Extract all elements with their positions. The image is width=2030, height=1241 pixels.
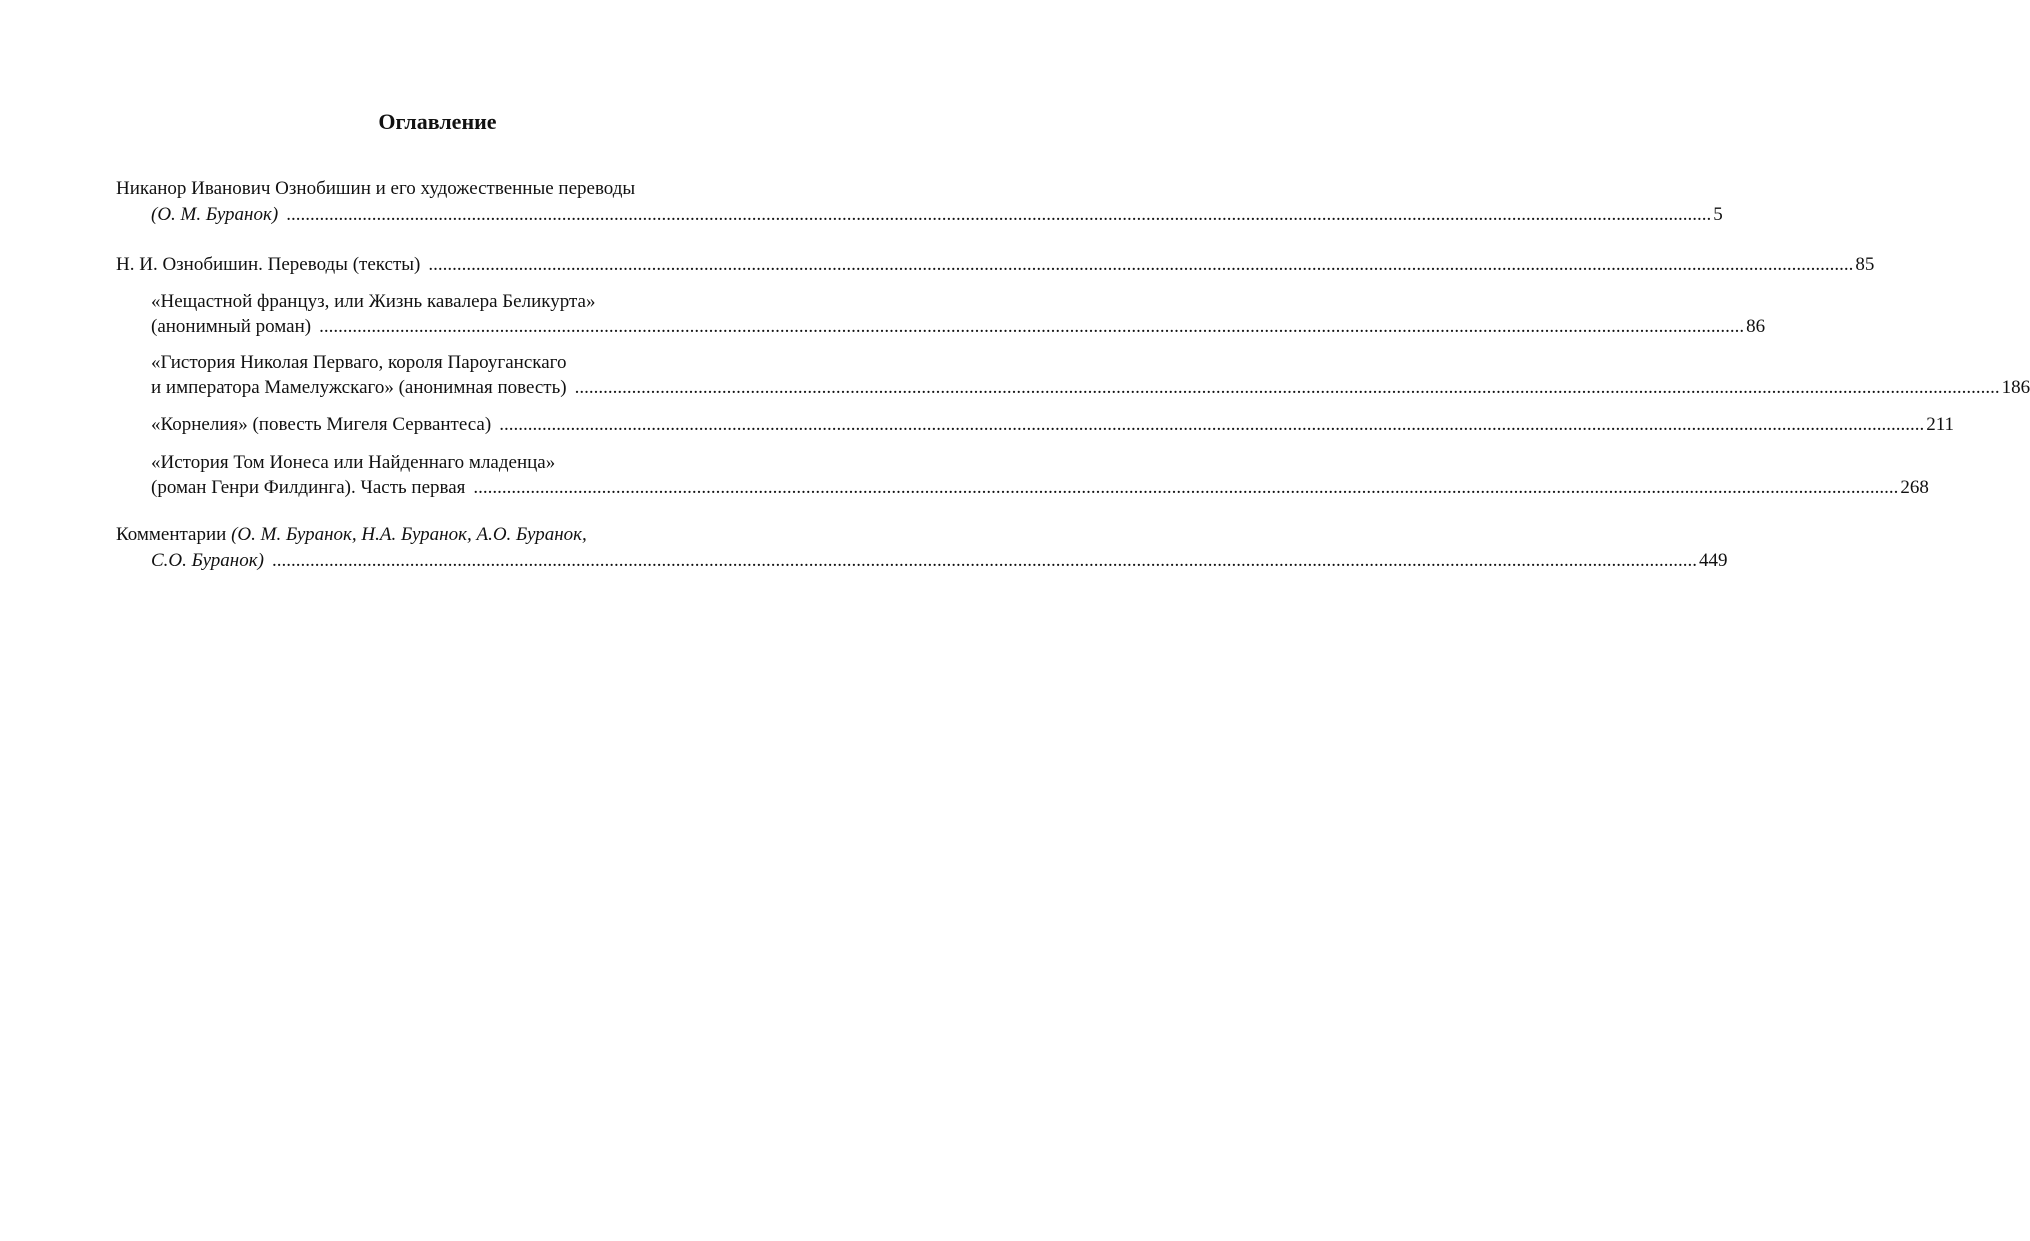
entry-title-line	[116, 522, 587, 548]
leader-dots: ............................................................................................................................................................................................................................................................................................................	[499, 414, 1925, 435]
entry-subtitle: (роман Генри Филдинга). Часть первая	[151, 477, 466, 498]
leader-dots: ............................................................................................................................................................................................................................................................................................................	[473, 477, 1899, 498]
entry-subtitle: (анонимный роман)	[151, 316, 312, 337]
entry-title: «Гистория Николая Перваго, короля Пароуганскаго	[151, 352, 567, 373]
entry-leader-line	[116, 252, 1875, 278]
leader-dots: ............................................................................................................................................................................................................................................................................................................	[428, 254, 1854, 275]
entry-title: «Нещастной француз, или Жизнь кавалера Беликурта»	[151, 291, 596, 312]
page-title: Оглавление	[378, 109, 497, 134]
page-number: 5	[1713, 204, 1723, 225]
leader-dots: ............................................................................................................................................................................................................................................................................................................	[271, 550, 1697, 571]
entry-leader-line	[151, 548, 1728, 574]
leader-dots: ............................................................................................................................................................................................................................................................................................................	[574, 377, 2000, 398]
entry-author: (О. М. Буранок)	[151, 204, 279, 225]
entry-title: Комментарии	[116, 524, 227, 545]
entry-leader-line	[151, 412, 1954, 438]
leader-dots: ............................................................................................................................................................................................................................................................................................................	[286, 204, 1712, 225]
entry-title: «История Том Ионеса или Найденнаго младенца»	[151, 452, 556, 473]
entry-leader-line	[151, 475, 1929, 501]
entry-subtitle: и императора Мамелужскаго» (анонимная повесть)	[151, 377, 567, 398]
entry-leader-line	[151, 314, 1766, 340]
entry-title: Никанор Иванович Ознобишин и его художественные переводы	[116, 178, 636, 199]
entry-title: «Корнелия» (повесть Мигеля Сервантеса)	[151, 414, 492, 435]
page-number: 186	[2001, 377, 2030, 398]
leader-dots: ............................................................................................................................................................................................................................................................................................................	[319, 316, 1745, 337]
entry-leader-line	[151, 375, 2030, 401]
entry-title: Н. И. Ознобишин. Переводы (тексты)	[116, 254, 421, 275]
page-number: 211	[1926, 414, 1954, 435]
entry-leader-line	[151, 202, 1723, 228]
entry-authors: (О. М. Буранок, Н.А. Буранок, А.О. Буранок,	[231, 524, 587, 545]
page-number: 85	[1855, 254, 1875, 275]
page-number: 449	[1698, 550, 1728, 571]
entry-authors-cont: С.О. Буранок)	[151, 550, 264, 571]
page-number: 86	[1746, 316, 1766, 337]
page-number: 268	[1900, 477, 1929, 498]
